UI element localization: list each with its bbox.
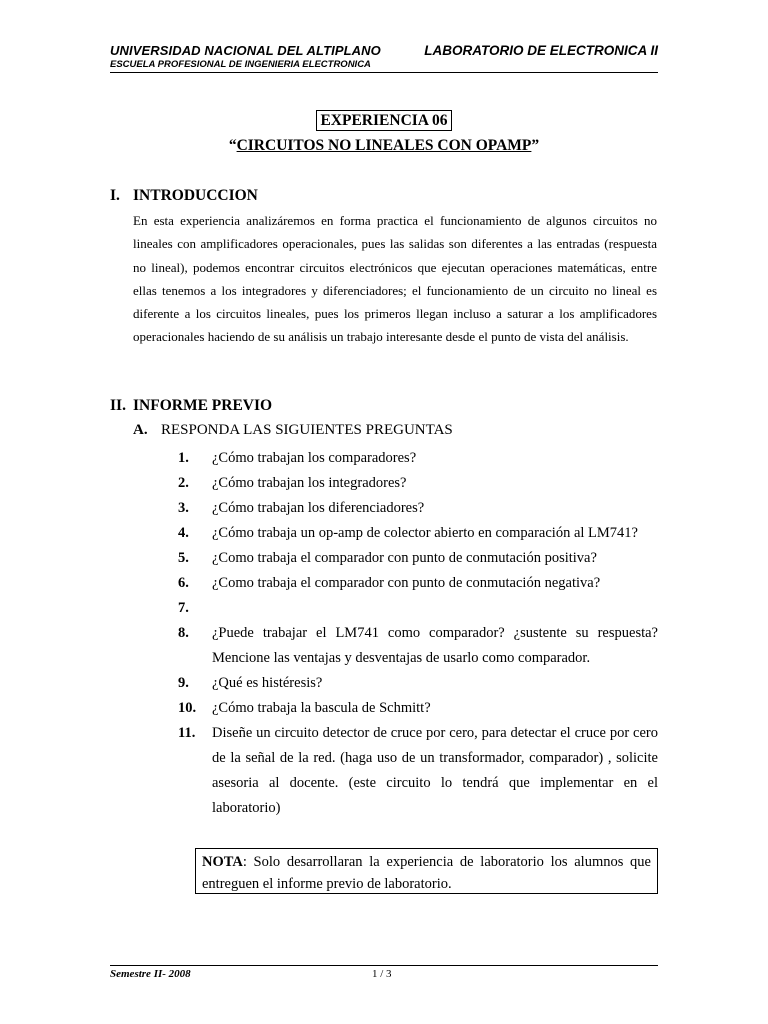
subsection-label: A. xyxy=(133,422,148,438)
footer-semester: Semestre II- 2008 xyxy=(110,968,191,980)
question-item: 6. ¿Como trabaja el comparador con punto de conmutación negativa? xyxy=(178,575,601,591)
section-informe-heading xyxy=(110,397,272,415)
question-item: 11. Diseñe un circuito detector de cruce por cero, para detectar el cruce por cero de la señal de la red. (haga uso de un transformador, comparador) , solicite asesoria al docente. (este circuito lo tendrá que implementar en el laboratorio) xyxy=(178,725,658,816)
header-row xyxy=(110,43,658,59)
section-number: I. xyxy=(110,187,120,204)
university-name: UNIVERSIDAD NACIONAL DEL ALTIPLANO xyxy=(110,43,381,58)
note-label: NOTA xyxy=(202,854,243,870)
question-list xyxy=(178,446,658,821)
question-item: 7. xyxy=(178,600,189,616)
note-text: : Solo desarrollaran la experiencia de laboratorio los alumnos que entreguen el informe previo de laboratorio. xyxy=(202,854,651,892)
section-title: INTRODUCCION xyxy=(133,187,258,204)
section-introduccion-heading xyxy=(110,187,258,205)
note-box xyxy=(195,848,658,894)
section-title: INFORME PREVIO xyxy=(133,397,273,414)
header-divider xyxy=(110,72,658,73)
subtitle-text: CIRCUITOS NO LINEALES CON OPAMP xyxy=(236,137,532,154)
introduccion-paragraph: En esta experiencia analizáremos en forma practica el funcionamiento de algunos circuitos no lineales con amplificadores operacionales, pues las salidas son diferentes a las entradas (respuesta no lineal), podemos encontrar circuitos electrónicos que ejecutan operaciones matemáticas, entre ellas tenemos a los integradores y diferenciadores; el funcionamiento de un circuito no lineal es diferente a los circuitos lineales, pues los primeros llegan incluso a saturar a los amplificadores operacionales haciendo de su análisis un trabajo interesante desde el punto de vista del análisis. xyxy=(133,213,657,345)
question-item: 3. ¿Cómo trabajan los diferenciadores? xyxy=(178,500,425,516)
question-item: 9. ¿Qué es histéresis? xyxy=(178,675,323,691)
experience-label: EXPERIENCIA 06 xyxy=(316,110,451,131)
question-item: 4. ¿Cómo trabaja un op-amp de colector abierto en comparación al LM741? xyxy=(178,525,638,541)
subsection-a-heading xyxy=(133,422,453,439)
section-number: II. xyxy=(110,397,126,414)
school-name: ESCUELA PROFESIONAL DE INGENIERIA ELECTRONICA xyxy=(110,59,371,70)
question-item: 10. ¿Cómo trabaja la bascula de Schmitt? xyxy=(178,700,431,716)
page-number: 1 / 3 xyxy=(372,968,392,980)
experience-title xyxy=(0,110,768,131)
question-item: 2. ¿Cómo trabajan los integradores? xyxy=(178,475,407,491)
question-item: 5. ¿Como trabaja el comparador con punto de conmutación positiva? xyxy=(178,550,597,566)
question-item: 8. ¿Puede trabajar el LM741 como comparador? ¿sustente su respuesta? Mencione las ventajas y desventajas de usarlo como comparador. xyxy=(178,625,658,666)
subsection-title: RESPONDA LAS SIGUIENTES PREGUNTAS xyxy=(161,422,453,438)
document-subtitle: “CIRCUITOS NO LINEALES CON OPAMP” xyxy=(228,137,540,154)
footer-divider xyxy=(110,965,658,966)
question-item: 1. ¿Cómo trabajan los comparadores? xyxy=(178,450,417,466)
lab-name: LABORATORIO DE ELECTRONICA II xyxy=(424,43,658,58)
